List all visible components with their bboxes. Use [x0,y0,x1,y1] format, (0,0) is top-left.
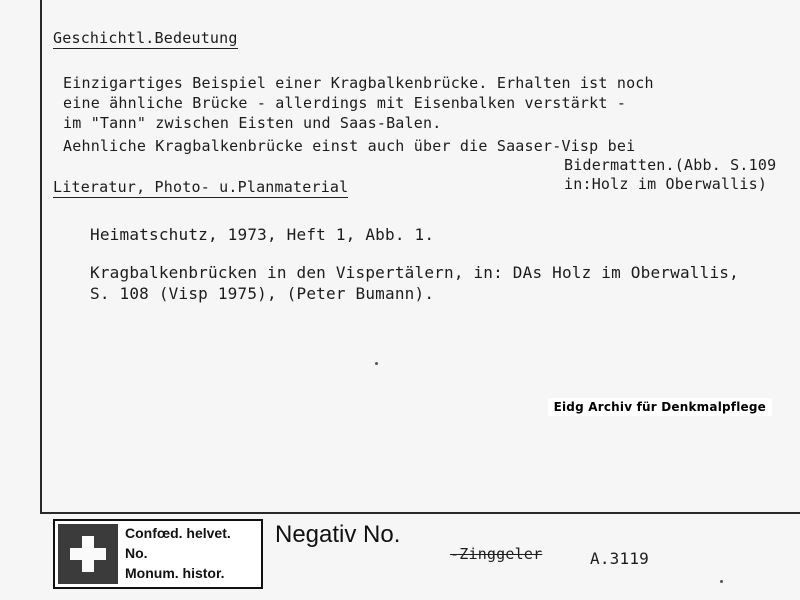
history-line: Einzigartiges Beispiel einer Kragbalkenbrücke. Erhalten ist noch [63,74,654,92]
history-line: im "Tann" zwischen Eisten und Saas-Balen. [63,114,442,132]
struck-name: -Zinggeler [450,545,543,563]
history-heading: Geschichtl.Bedeutung [53,29,238,47]
seal-line: Monum. histor. [125,565,225,581]
negativ-number: A.3119 [590,549,649,568]
history-line: in:Holz im Oberwallis) [564,175,768,193]
literature-entry: Kragbalkenbrücken in den Vispertälern, in: DAs Holz im Oberwallis, [90,263,739,282]
literature-entry: S. 108 (Visp 1975), (Peter Bumann). [90,284,435,303]
speck [375,362,378,365]
speck [720,580,723,583]
footer-divider [40,512,800,514]
archive-label: Eidg Archiv für Denkmalpflege [548,398,772,416]
monument-seal [53,519,263,589]
history-line: eine ähnliche Brücke - allerdings mit Eisenbalken verstärkt - [63,94,627,112]
margin-line [40,0,42,512]
history-line: Bidermatten.(Abb. S.109 [564,156,777,174]
literature-entry: Heimatschutz, 1973, Heft 1, Abb. 1. [90,225,435,244]
history-line: Aehnliche Kragbalkenbrücke einst auch über die Saaser-Visp bei [63,137,636,155]
swiss-cross-icon [58,524,118,584]
literature-heading: Literatur, Photo- u.Planmaterial [53,178,349,196]
negativ-label: Negativ No. [275,521,401,548]
seal-line: No. [125,545,148,561]
seal-line: Confœd. helvet. [125,525,231,541]
